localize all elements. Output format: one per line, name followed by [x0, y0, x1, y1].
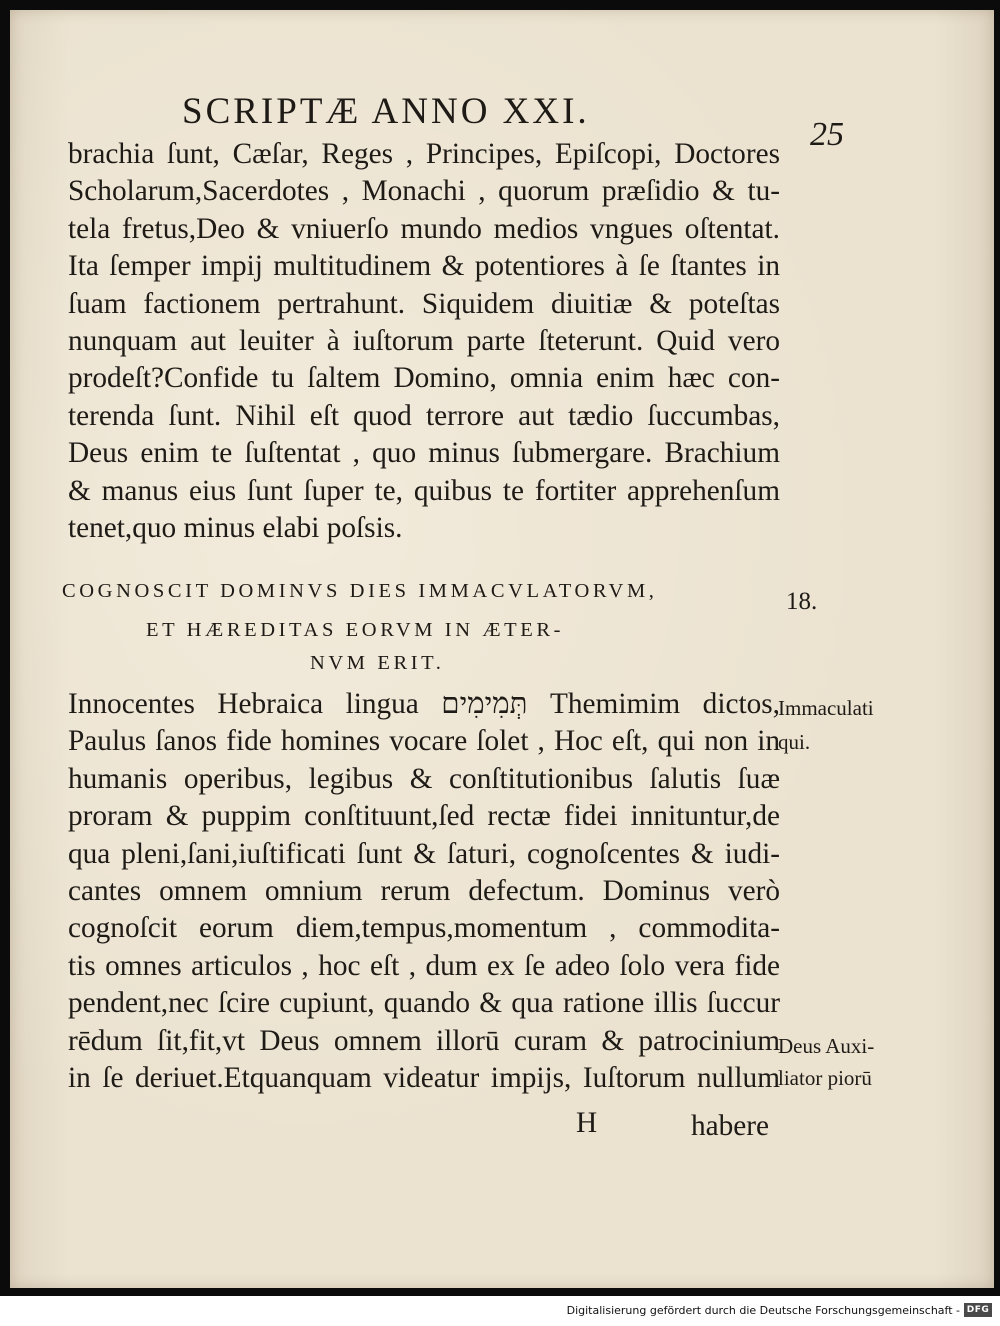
catchword: habere — [691, 1110, 770, 1142]
digitization-footer — [0, 1296, 1000, 1326]
text-line: & manus eius ſunt ſuper te, quibus te fortiter apprehenſum — [68, 474, 780, 507]
text-line: pendent,nec ſcire cupiunt, quando & qua ratione illis ſuccur — [68, 987, 780, 1020]
text-line: rēdum ſit,fit,vt Deus omnem illorū curam & patrocinium — [68, 1024, 780, 1057]
dfg-logo-icon: DFG — [964, 1303, 992, 1317]
text-line: prodeſt?Confide tu ſaltem Domino, omnia enim hæc con- — [68, 362, 780, 395]
text-line: humanis operibus, legibus & conſtitutionibus ſalutis ſuæ — [68, 762, 780, 795]
text-line: Scholarum,Sacerdotes , Monachi , quorum præſidio & tu- — [68, 175, 780, 208]
text-line: tenet,quo minus elabi poſsis. — [68, 511, 403, 544]
text-line: Ita ſemper impij multitudinem & potentiores à ſe ſtantes in — [68, 250, 780, 283]
section-heading-line-2: ET HÆREDITAS EORVM IN ÆTER- — [146, 619, 565, 641]
verse-number: 18. — [786, 588, 818, 615]
book-page — [10, 10, 994, 1288]
text-line: qua pleni,ſani,iuſtificati ſunt & ſaturi, cognoſcentes & iudi- — [68, 837, 780, 870]
text-line: cognoſcit eorum diem,tempus,momentum , commodita- — [68, 912, 780, 945]
text-line: brachia ſunt, Cæſar, Reges , Principes, Epiſcopi, Doctores — [68, 138, 780, 170]
funding-credit: Digitalisierung gefördert durch die Deutsche Forschungsgemeinschaft - — [566, 1304, 960, 1317]
paragraph-2 — [68, 686, 780, 1097]
marginal-note-qui: qui. — [778, 730, 811, 754]
text-line: tela fretus,Deo & vniuerſo mundo medios vngues oſtentat. — [68, 212, 780, 245]
marginal-note-piorum: liator piorū — [778, 1066, 872, 1090]
running-head: SCRIPTÆ ANNO XXI. — [182, 91, 590, 132]
text-line: in ſe deriuet.Etquanquam videatur impijs, Iuſtorum nullum — [68, 1061, 780, 1094]
marginal-note-immaculati: Immaculati — [778, 696, 874, 720]
text-line: Paulus ſanos fide homines vocare ſolet , Hoc eſt, qui non in — [68, 725, 780, 758]
text-line: cantes omnem omnium rerum defectum. Dominus verò — [68, 874, 780, 907]
text-line: terenda ſunt. Nihil eſt quod terrore aut tædio ſuccumbas, — [68, 399, 780, 432]
text-line: proram & puppim conſtituunt,ſed rectæ fidei innituntur,de — [68, 800, 780, 833]
section-heading-line-3: NVM ERIT. — [310, 652, 445, 674]
text-line: ſuam factionem pertrahunt. Siquidem diuitiæ & poteſtas — [68, 287, 780, 320]
text-line: tis omnes articulos , hoc eſt , dum ex ſe adeo ſolo vera fide — [68, 949, 780, 982]
paragraph-1 — [68, 136, 780, 547]
marginal-note-deus-auxiliator: Deus Auxi- — [778, 1034, 875, 1058]
text-line: Deus enim te ſuſtentat , quo minus ſubmergare. Brachium — [68, 437, 780, 470]
text-line: nunquam aut leuiter à iuſtorum parte ſteterunt. Quid vero — [68, 324, 780, 357]
page-number: 25 — [810, 116, 844, 153]
section-heading-line-1: COGNOSCIT DOMINVS DIES IMMACVLATORVM, — [62, 580, 658, 602]
signature-mark: H — [576, 1107, 598, 1139]
text-line: Innocentes Hebraica lingua תְּמִימִים Themimim dictos, — [68, 688, 780, 720]
